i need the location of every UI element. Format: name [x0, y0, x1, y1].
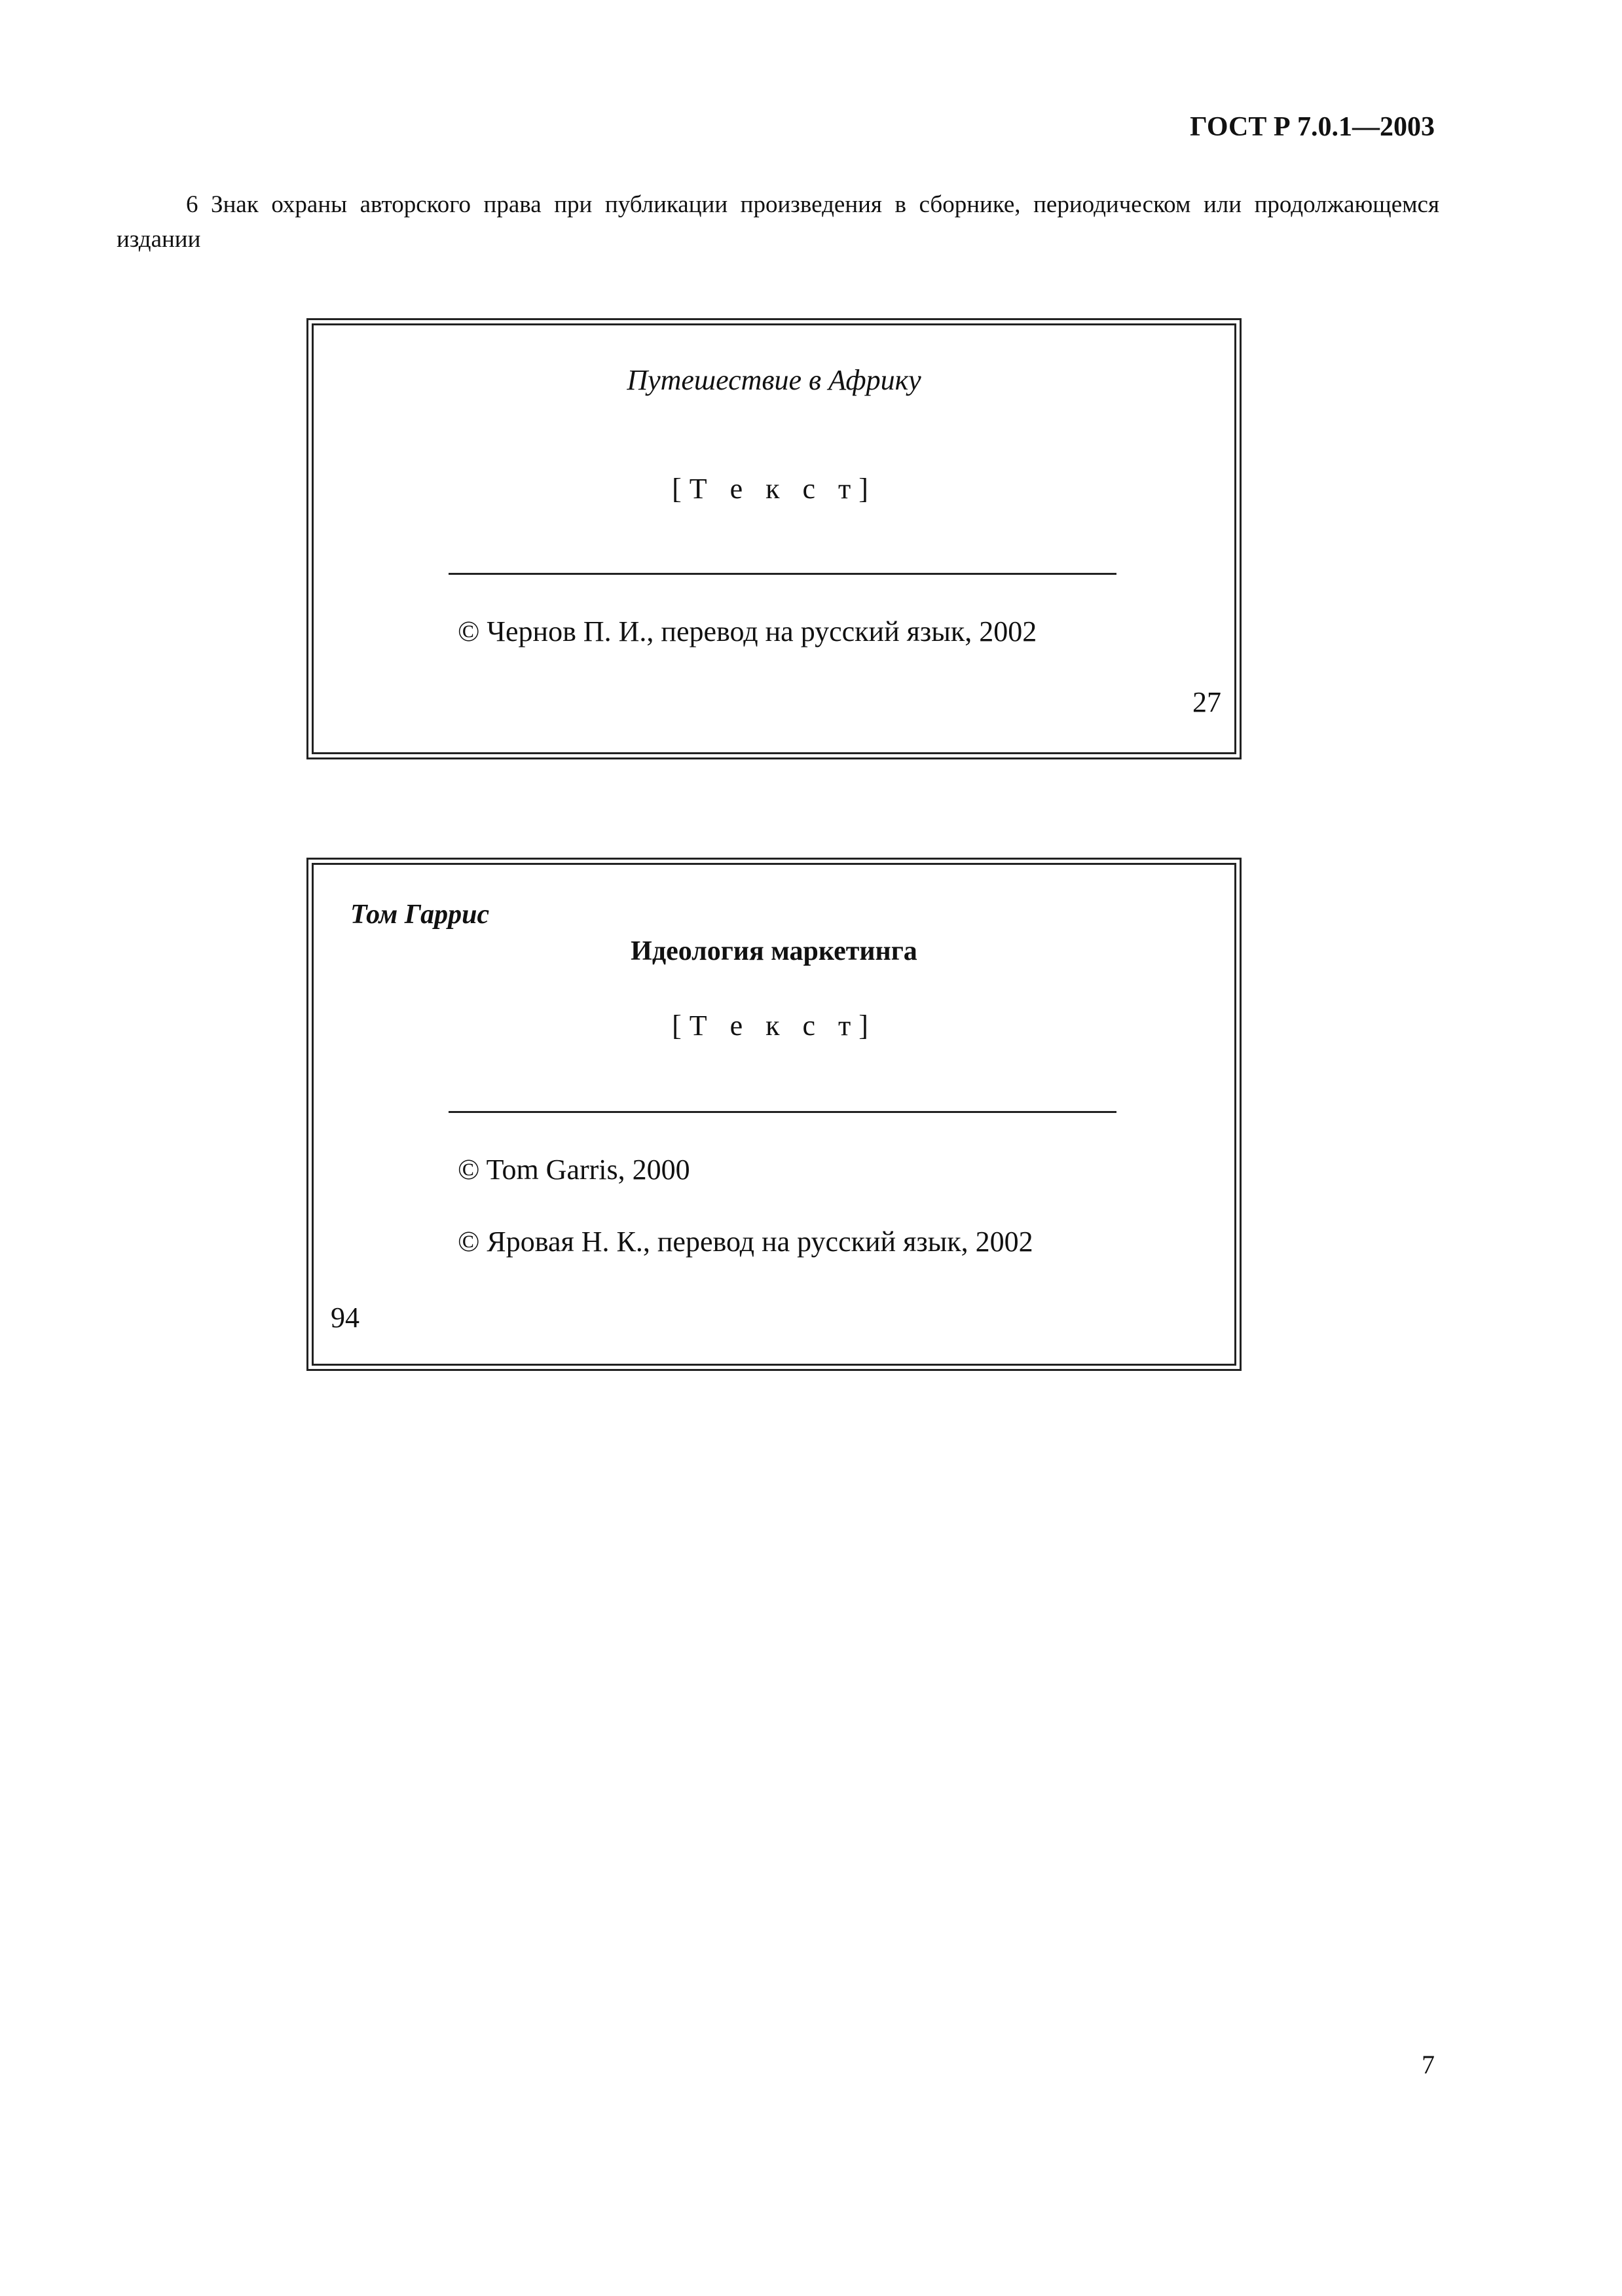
- footer-page-number: 7: [1422, 2050, 1435, 2079]
- intro-paragraph: 6 Знак охраны авторского права при публикации произведения в сборнике, периодическом или продолжающемся издании: [117, 191, 1439, 253]
- example-box-1: [306, 318, 1242, 759]
- text-placeholder: [Т е к с т]: [672, 473, 876, 505]
- copyright-line: © Tom Garris, 2000: [458, 1154, 690, 1186]
- work-title: Идеология маркетинга: [631, 936, 917, 966]
- example-box-inner: [312, 863, 1236, 1366]
- work-title: Путешествие в Африку: [627, 364, 921, 396]
- author-name: Том Гаррис: [350, 900, 490, 930]
- document-code: ГОСТ Р 7.0.1—2003: [1190, 112, 1435, 142]
- text-placeholder: [Т е к с т]: [672, 1010, 876, 1042]
- example-box-2: [306, 858, 1242, 1371]
- separator-rule: [449, 1111, 1116, 1113]
- separator-rule: [449, 573, 1116, 575]
- copyright-line: © Чернов П. И., перевод на русский язык, 2002: [458, 615, 1037, 647]
- page-number: 94: [331, 1302, 359, 1334]
- copyright-line: © Яровая Н. К., перевод на русский язык, 2002: [458, 1226, 1033, 1258]
- page-number: 27: [1192, 686, 1221, 718]
- example-box-inner: [312, 323, 1236, 754]
